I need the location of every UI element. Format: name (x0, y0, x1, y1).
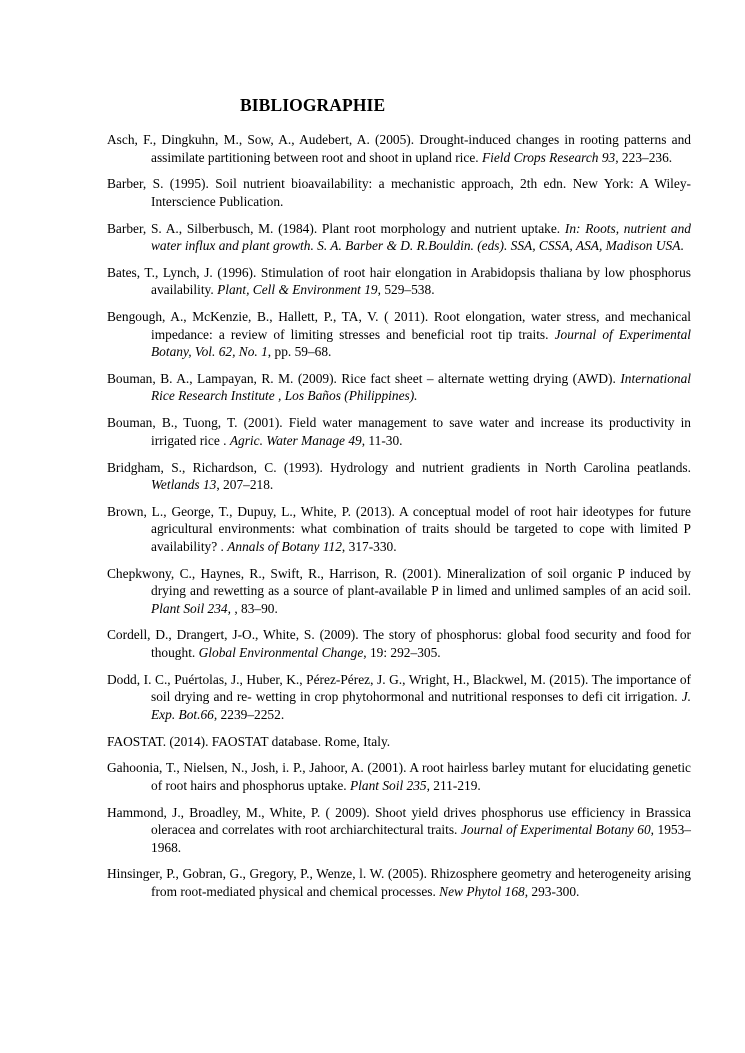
reference-item (107, 131, 691, 166)
reference-item (107, 865, 691, 900)
reference-source: New Phytol 168 (439, 883, 525, 899)
reference-source: Global Environmental Change (198, 644, 364, 660)
reference-item (107, 308, 691, 361)
reference-source: Field Crops Research 93 (481, 149, 616, 165)
reference-pages: , 83–90. (230, 600, 278, 616)
reference-pages: , 1953–1968. (151, 822, 692, 855)
reference-pages: , 11-30. (361, 432, 403, 448)
reference-text: Chepkwony, C., Haynes, R., Swift, R., Harrison, R. (2001). Mineralization of soil organic P induced by drying and rewetting as a source of plant-available P in limed and unlimed samples of an acid soil. (107, 565, 691, 599)
reference-item (107, 370, 691, 405)
reference-source: Agric. Water Manage 49 (229, 432, 362, 448)
reference-text: Bengough, A., McKenzie, B., Hallett, P., TA, V. ( 2011). Root elongation, water stress, and mechanical impedance: a review of limiting stresses and beneficial root tip traits. (107, 309, 691, 342)
reference-source: Wetlands 13 (151, 477, 217, 493)
reference-text: Bouman, B. A., Lampayan, R. M. (2009). Rice fact sheet – alternate wetting drying (AWD). (107, 370, 621, 386)
reference-text: FAOSTAT. (2014). FAOSTAT database. Rome, Italy. (107, 733, 391, 749)
reference-source: International Rice Research Institute , Los Baños (Philippines). (151, 370, 691, 404)
reference-pages: , 211-219. (426, 777, 481, 793)
reference-source: Annals of Botany 112 (227, 538, 342, 554)
reference-text: Hammond, J., Broadley, M., White, P. ( 2009). Shoot yield drives phosphorus use efficiency in Brassica oleracea and correlates with root archiarchitectural traits. (107, 804, 691, 838)
reference-text: Cordell, D., Drangert, J-O., White, S. (2009). The story of phosphorus: global food security and food for thought. (107, 627, 691, 660)
reference-pages: . (680, 238, 684, 254)
reference-item (107, 671, 691, 724)
reference-text: Asch, F., Dingkuhn, M., Sow, A., Audebert, A. (2005). Drought-induced changes in rooting patterns and assimilate partitioning between root and shoot in upland rice. (107, 132, 691, 165)
reference-item (107, 175, 691, 210)
reference-pages: , 317-330. (341, 538, 397, 554)
reference-text: Dodd, I. C., Puértolas, J., Huber, K., Pérez-Pérez, J. G., Wright, H., Blackwel, M. (2015). The importance of soil drying and re- wetting in crop phytohormonal and nutritional responses to defi cit irrigation. (107, 671, 691, 705)
reference-item (107, 626, 691, 661)
reference-source: In: Roots, nutrient and water influx and plant growth. S. A. Barber & D. R.Bouldin. (eds). SSA, CSSA, ASA, Madison USA (151, 220, 691, 254)
reference-source: Journal of Experimental Botany 60 (460, 822, 651, 838)
reference-text: Barber, S. (1995). Soil nutrient bioavailability: a mechanistic approach, 2th edn. New York: A Wiley-Interscience Publication. (107, 176, 691, 209)
reference-item (107, 565, 691, 618)
reference-text: Bates, T., Lynch, J. (1996). Stimulation of root hair elongation in Arabidopsis thaliana by low phosphorus availability. (107, 264, 691, 298)
reference-pages: , 2239–2252. (213, 706, 285, 722)
reference-item (107, 503, 691, 556)
reference-source: J. Exp. Bot.66 (151, 689, 691, 722)
reference-item (107, 220, 691, 255)
reference-source: Plant, Cell & Environment 19 (217, 282, 378, 298)
reference-item (107, 264, 691, 299)
reference-source: Plant Soil 234, (151, 600, 231, 616)
reference-item (107, 733, 691, 751)
reference-pages: , 529–538. (377, 282, 435, 298)
reference-item (107, 759, 691, 794)
reference-text: Bouman, B., Tuong, T. (2001). Field water management to save water and increase its productivity in irrigated rice . (107, 415, 691, 448)
reference-source: Plant Soil 235 (349, 777, 427, 793)
reference-item (107, 804, 691, 857)
reference-pages: , 207–218. (216, 477, 274, 493)
reference-text: Barber, S. A., Silberbusch, M. (1984). Plant root morphology and nutrient uptake. (107, 220, 565, 236)
reference-text: Gahoonia, T., Nielsen, N., Josh, i. P., Jahoor, A. (2001). A root hairless barley mutant for elucidating genetic of root hairs and phosphorus uptake. (107, 760, 691, 793)
reference-list (107, 131, 691, 910)
reference-source: Journal of Experimental Botany, Vol. 62, No. 1 (151, 326, 691, 360)
reference-text: Brown, L., George, T., Dupuy, L., White, P. (2013). A conceptual model of root hair ideotypes for future agricultural environments: what combination of traits should be targeted to cope with limited P availability? . (107, 503, 691, 554)
reference-text: Bridgham, S., Richardson, C. (1993). Hydrology and nutrient gradients in North Carolina peatlands. (107, 459, 691, 475)
reference-pages: , pp. 59–68. (267, 344, 332, 360)
reference-item (107, 414, 691, 449)
reference-text: Hinsinger, P., Gobran, G., Gregory, P., Wenze, l. W. (2005). Rhizosphere geometry and heterogeneity arising from root-mediated physical and chemical processes. (107, 866, 691, 899)
page-title: BIBLIOGRAPHIE (240, 95, 386, 115)
reference-pages: , 19: 292–305. (363, 644, 441, 660)
reference-pages: , 293-300. (524, 883, 580, 899)
reference-pages: , 223–236. (615, 149, 673, 165)
reference-item (107, 459, 691, 494)
